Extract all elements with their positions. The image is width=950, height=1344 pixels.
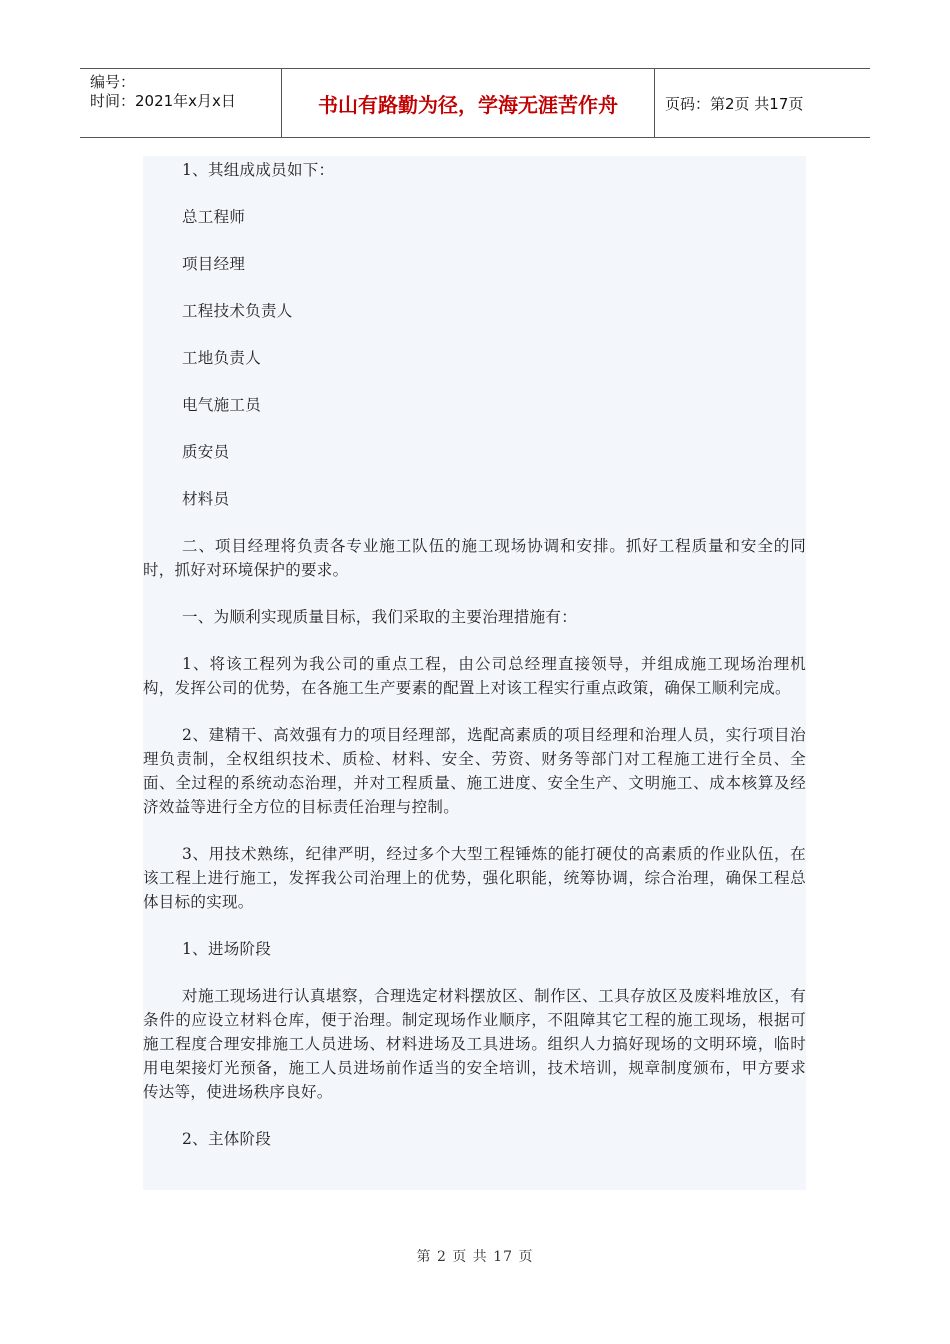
header-motto: 书山有路勤为径，学海无涯苦作舟 (282, 69, 655, 137)
member-item: 质安员 (182, 443, 230, 461)
paragraph: 1、其组成成员如下： (182, 161, 335, 179)
page-footer: 第 2 页 共 17 页 (416, 1249, 534, 1265)
paragraph: 1、将该工程列为我公司的重点工程，由公司总经理直接领导，并组成施工现场治理机构，发挥公司的优势，在各施工生产要素的配置上对该工程实行重点政策，确保工顺利完成。 (143, 655, 806, 697)
member-item: 项目经理 (182, 255, 246, 273)
section-heading: 一、为顺利实现质量目标，我们采取的主要治理措施有： (182, 608, 578, 626)
member-item: 工地负责人 (182, 349, 262, 367)
section-heading: 2、主体阶段 (182, 1130, 272, 1148)
document-header (80, 68, 870, 138)
header-number-label: 编号： (90, 73, 136, 91)
member-item: 工程技术负责人 (182, 302, 293, 320)
member-item: 电气施工员 (182, 396, 262, 414)
member-item: 总工程师 (182, 208, 246, 226)
header-meta (80, 69, 282, 137)
document-body (143, 156, 806, 1190)
header-page-label: 页码：第2页 共17页 (665, 94, 804, 113)
paragraph: 二、项目经理将负责各专业施工队伍的施工现场协调和安排。抓好工程质量和安全的同时，抓好对环境保护的要求。 (143, 537, 806, 579)
paragraph: 3、用技术熟练，纪律严明，经过多个大型工程锤炼的能打硬仗的高素质的作业队伍，在该工程上进行施工，发挥我公司治理上的优势，强化职能，统筹协调，综合治理，确保工程总体目标的实现。 (143, 845, 806, 911)
section-heading: 1、进场阶段 (182, 940, 272, 958)
header-date-label: 时间：2021年x月x日 (90, 92, 236, 110)
member-item: 材料员 (182, 490, 230, 508)
paragraph: 对施工现场进行认真堪察，合理选定材料摆放区、制作区、工具存放区及废料堆放区，有条件的应设立材料仓库，便于治理。制定现场作业顺序，不阻障其它工程的施工现场，根据可施工程度合理安排施工人员进场、材料进场及工具进场。组织人力搞好现场的文明环境，临时用电架接灯光预备，施工人员进场前作适当的安全培训，技术培训，规章制度颁布，甲方要求传达等，使进场秩序良好。 (143, 987, 806, 1101)
paragraph: 2、建精干、高效强有力的项目经理部，选配高素质的项目经理和治理人员，实行项目治理负责制，全权组织技术、质检、材料、安全、劳资、财务等部门对工程施工进行全员、全面、全过程的系统动态治理，并对工程质量、施工进度、安全生产、文明施工、成本核算及经济效益等进行全方位的目标责任治理与控制。 (143, 726, 806, 816)
